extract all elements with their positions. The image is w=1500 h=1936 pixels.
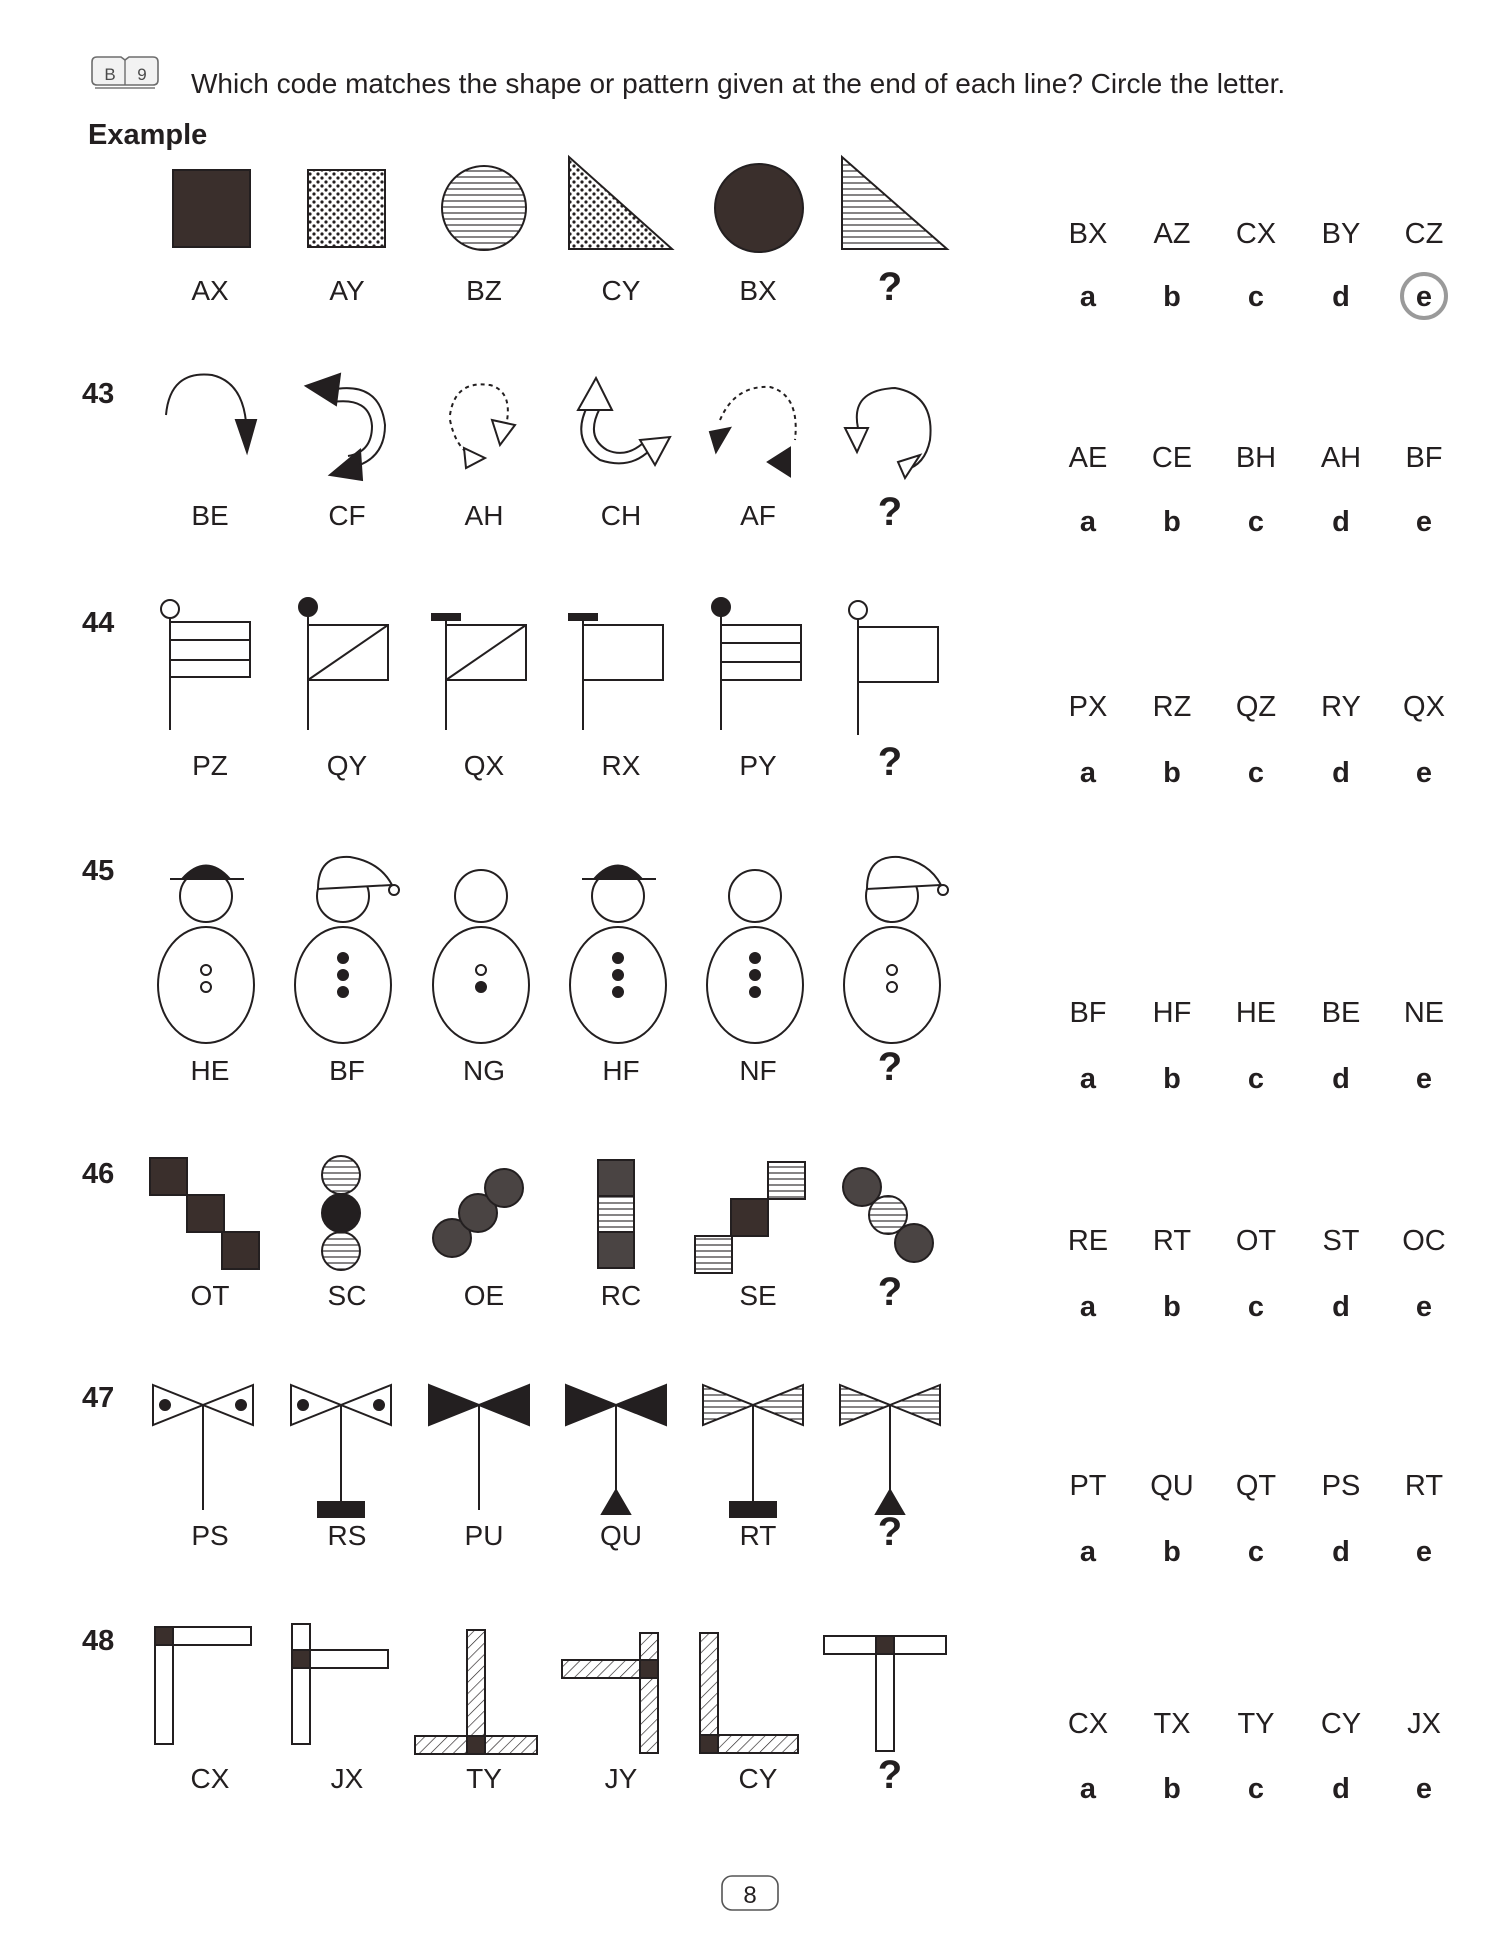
example-answer-letter-d[interactable]: d [1332, 281, 1350, 313]
book-page-left: B [104, 65, 116, 84]
example-shape-code: AX [191, 275, 229, 306]
q45-option-code: NE [1403, 997, 1445, 1029]
question-number-q46: 46 [82, 1158, 115, 1190]
q44-shape-code: QX [463, 750, 505, 781]
q48-shape-target [824, 1636, 946, 1751]
q47-option-code: QT [1235, 1470, 1277, 1502]
q44-answer-letter-c[interactable]: c [1247, 757, 1265, 789]
book-page-right: 9 [137, 65, 147, 84]
example-shape-2 [308, 170, 385, 247]
example-shape-5 [715, 164, 803, 252]
q47-answer-letter-e[interactable]: e [1415, 1536, 1433, 1568]
q43-shapes [166, 374, 931, 480]
q44-shape-code: QY [326, 750, 368, 781]
q44-shape-2 [299, 598, 388, 730]
q46-question-mark: ? [877, 1270, 903, 1314]
q44-shapes [161, 598, 938, 735]
q48-option-code: CX [1067, 1708, 1109, 1740]
q48-shape-3 [415, 1630, 537, 1754]
q45-option-code: HF [1152, 997, 1192, 1029]
example-answer-letter-b[interactable]: b [1163, 281, 1181, 313]
q45-answer-letter-e[interactable]: e [1415, 1063, 1433, 1095]
q48-shape-2 [292, 1624, 388, 1744]
example-shape-4 [569, 157, 672, 249]
q48-shape-1 [155, 1627, 251, 1744]
q43-option-code: AE [1068, 442, 1108, 474]
q43-shape-1 [166, 375, 256, 453]
q48-shape-4 [562, 1633, 658, 1753]
question-number-q48: 48 [82, 1625, 115, 1657]
q48-option-code: CY [1320, 1708, 1362, 1740]
q46-shape-2 [322, 1156, 360, 1270]
q44-answer-letter-a[interactable]: a [1079, 757, 1097, 789]
q44-answer-letter-b[interactable]: b [1163, 757, 1181, 789]
q43-answer-letter-b[interactable]: b [1163, 506, 1181, 538]
q46-shapes [150, 1156, 933, 1273]
example-option-code: CX [1235, 218, 1277, 250]
q48-answer-letter-a[interactable]: a [1079, 1773, 1097, 1805]
q45-shape-1 [158, 866, 254, 1044]
q48-answer-letter-d[interactable]: d [1332, 1773, 1350, 1805]
q46-option-code: RT [1152, 1225, 1192, 1257]
q46-shape-code: OT [190, 1280, 230, 1311]
q47-shape-4 [566, 1385, 666, 1514]
q47-shape-2 [291, 1385, 391, 1517]
q43-shape-code: CH [600, 500, 642, 531]
q44-shape-target [849, 601, 938, 735]
q47-option-code: RT [1404, 1470, 1444, 1502]
example-option-code: AZ [1153, 218, 1191, 250]
q45-option-code: BE [1321, 997, 1361, 1029]
q46-answer-letter-a[interactable]: a [1079, 1291, 1097, 1323]
q45-shape-target [844, 857, 948, 1043]
q45-shape-5 [707, 870, 803, 1043]
q47-answer-letter-b[interactable]: b [1163, 1536, 1181, 1568]
q46-shape-code: SC [327, 1280, 367, 1311]
q46-answer-letter-b[interactable]: b [1163, 1291, 1181, 1323]
q48-shape-code: JY [604, 1763, 638, 1794]
q46-option-code: RE [1067, 1225, 1109, 1257]
q47-option-code: PS [1321, 1470, 1361, 1502]
q44-answer-letter-e[interactable]: e [1415, 757, 1433, 789]
q44-shape-code: PY [739, 750, 777, 781]
q48-answer-letter-b[interactable]: b [1163, 1773, 1181, 1805]
example-shape-code: AY [329, 275, 365, 306]
q47-shape-code: RT [739, 1520, 777, 1551]
q47-shape-5 [703, 1385, 803, 1517]
q43-shape-code: AF [740, 500, 776, 531]
q44-shape-code: PZ [192, 750, 228, 781]
q43-answer-letter-c[interactable]: c [1247, 506, 1265, 538]
q43-option-code: AH [1320, 442, 1362, 474]
q43-answer-letter-d[interactable]: d [1332, 506, 1350, 538]
q45-shape-code: BF [329, 1055, 365, 1086]
q46-shape-5 [695, 1162, 805, 1273]
q48-option-code: TY [1237, 1708, 1275, 1740]
q45-option-code: HE [1235, 997, 1277, 1029]
q44-option-code: QX [1403, 691, 1445, 723]
q46-answer-letter-d[interactable]: d [1332, 1291, 1350, 1323]
question-number-q44: 44 [82, 607, 115, 639]
example-shape-code: BZ [466, 275, 502, 306]
q45-shape-4 [570, 866, 666, 1044]
instruction-text: Which code matches the shape or pattern given at the end of each line? Circle the letter. [191, 68, 1286, 99]
q48-answer-letter-c[interactable]: c [1247, 1773, 1265, 1805]
book-icon [92, 57, 158, 88]
q44-shape-4 [569, 614, 663, 730]
q47-shape-code: QU [600, 1520, 642, 1551]
q43-question-mark: ? [877, 490, 903, 534]
q47-question-mark: ? [877, 1510, 903, 1554]
q47-shape-code: PU [464, 1520, 504, 1551]
q47-option-code: QU [1150, 1470, 1194, 1502]
example-shape-target [842, 157, 947, 249]
q45-shape-3 [433, 870, 529, 1043]
q46-shape-code: SE [739, 1280, 777, 1311]
q43-shape-5 [710, 387, 796, 476]
q45-option-code: BF [1069, 997, 1107, 1029]
q48-option-code: JX [1407, 1708, 1441, 1740]
q47-answer-letter-c[interactable]: c [1247, 1536, 1265, 1568]
question-number-q43: 43 [82, 378, 115, 410]
q45-shape-code: HE [190, 1055, 230, 1086]
q45-question-mark: ? [877, 1045, 903, 1089]
example-option-code: BY [1321, 218, 1361, 250]
q47-shapes [153, 1385, 940, 1517]
q47-shape-target [840, 1385, 940, 1514]
q47-answer-letter-a[interactable]: a [1079, 1536, 1097, 1568]
q43-shape-4 [578, 378, 670, 465]
question-number-q47: 47 [82, 1382, 115, 1414]
q48-shape-5 [700, 1633, 798, 1753]
q44-option-code: QZ [1235, 691, 1277, 723]
q46-shape-1 [150, 1158, 259, 1269]
q48-shape-code: CX [190, 1763, 230, 1794]
example-question-mark: ? [877, 265, 903, 309]
q45-shape-code: HF [602, 1055, 640, 1086]
example-shapes [173, 157, 947, 252]
question-number-q45: 45 [82, 855, 115, 887]
q43-shape-target [845, 388, 931, 478]
q47-shape-code: PS [191, 1520, 229, 1551]
q43-option-code: CE [1151, 442, 1193, 474]
q47-shape-code: RS [327, 1520, 367, 1551]
q43-shape-2 [306, 374, 385, 480]
example-shape-3 [442, 166, 526, 250]
example-shape-code: BX [739, 275, 777, 306]
q45-answer-letter-b[interactable]: b [1163, 1063, 1181, 1095]
q46-answer-letter-c[interactable]: c [1247, 1291, 1265, 1323]
q43-shape-code: CF [328, 500, 366, 531]
q46-shape-4 [598, 1160, 634, 1268]
q43-answer-letter-a[interactable]: a [1079, 506, 1097, 538]
q44-shape-5 [712, 598, 801, 730]
q43-option-code: BF [1405, 442, 1443, 474]
q43-shape-code: BE [191, 500, 229, 531]
q46-shape-target [843, 1168, 933, 1262]
q44-option-code: RZ [1152, 691, 1192, 723]
q46-option-code: OC [1402, 1225, 1446, 1257]
q45-shapes [158, 857, 948, 1043]
example-answer-letter-e[interactable]: e [1415, 281, 1433, 313]
q43-answer-letter-e[interactable]: e [1415, 506, 1433, 538]
q44-shape-3 [432, 614, 526, 730]
q46-shape-3 [433, 1169, 523, 1257]
q46-option-code: ST [1322, 1225, 1360, 1257]
q47-option-code: PT [1069, 1470, 1107, 1502]
q45-shape-code: NF [739, 1055, 777, 1086]
q44-shape-1 [161, 600, 250, 730]
q48-option-code: TX [1153, 1708, 1191, 1740]
q48-shapes [155, 1624, 946, 1754]
q45-answer-letter-d[interactable]: d [1332, 1063, 1350, 1095]
example-heading: Example [88, 119, 208, 151]
q45-shape-code: NG [463, 1055, 505, 1086]
q43-option-code: BH [1235, 442, 1277, 474]
q46-shape-code: RC [600, 1280, 642, 1311]
q48-answer-letter-e[interactable]: e [1415, 1773, 1433, 1805]
q48-shape-code: CY [738, 1763, 778, 1794]
q48-question-mark: ? [877, 1753, 903, 1797]
q47-answer-letter-d[interactable]: d [1332, 1536, 1350, 1568]
q43-shape-3 [450, 384, 515, 468]
q44-option-code: RY [1321, 691, 1361, 723]
example-answer-letter-a[interactable]: a [1079, 281, 1097, 313]
q45-answer-letter-c[interactable]: c [1247, 1063, 1265, 1095]
q44-question-mark: ? [877, 740, 903, 784]
q46-option-code: OT [1235, 1225, 1277, 1257]
q47-shape-1 [153, 1385, 253, 1510]
q48-shape-code: TY [466, 1763, 502, 1794]
q45-answer-letter-a[interactable]: a [1079, 1063, 1097, 1095]
page-number: 8 [743, 1882, 757, 1909]
q47-shape-3 [429, 1385, 529, 1510]
example-answer-letter-c[interactable]: c [1247, 281, 1265, 313]
example-option-code: CZ [1404, 218, 1444, 250]
q44-option-code: PX [1068, 691, 1108, 723]
q44-shape-code: RX [601, 750, 641, 781]
example-shape-1 [173, 170, 250, 247]
q46-shape-code: OE [463, 1280, 505, 1311]
q44-answer-letter-d[interactable]: d [1332, 757, 1350, 789]
example-option-code: BX [1068, 218, 1108, 250]
q46-answer-letter-e[interactable]: e [1415, 1291, 1433, 1323]
q48-shape-code: JX [330, 1763, 364, 1794]
q43-shape-code: AH [464, 500, 504, 531]
example-shape-code: CY [601, 275, 641, 306]
q45-shape-2 [295, 857, 399, 1043]
